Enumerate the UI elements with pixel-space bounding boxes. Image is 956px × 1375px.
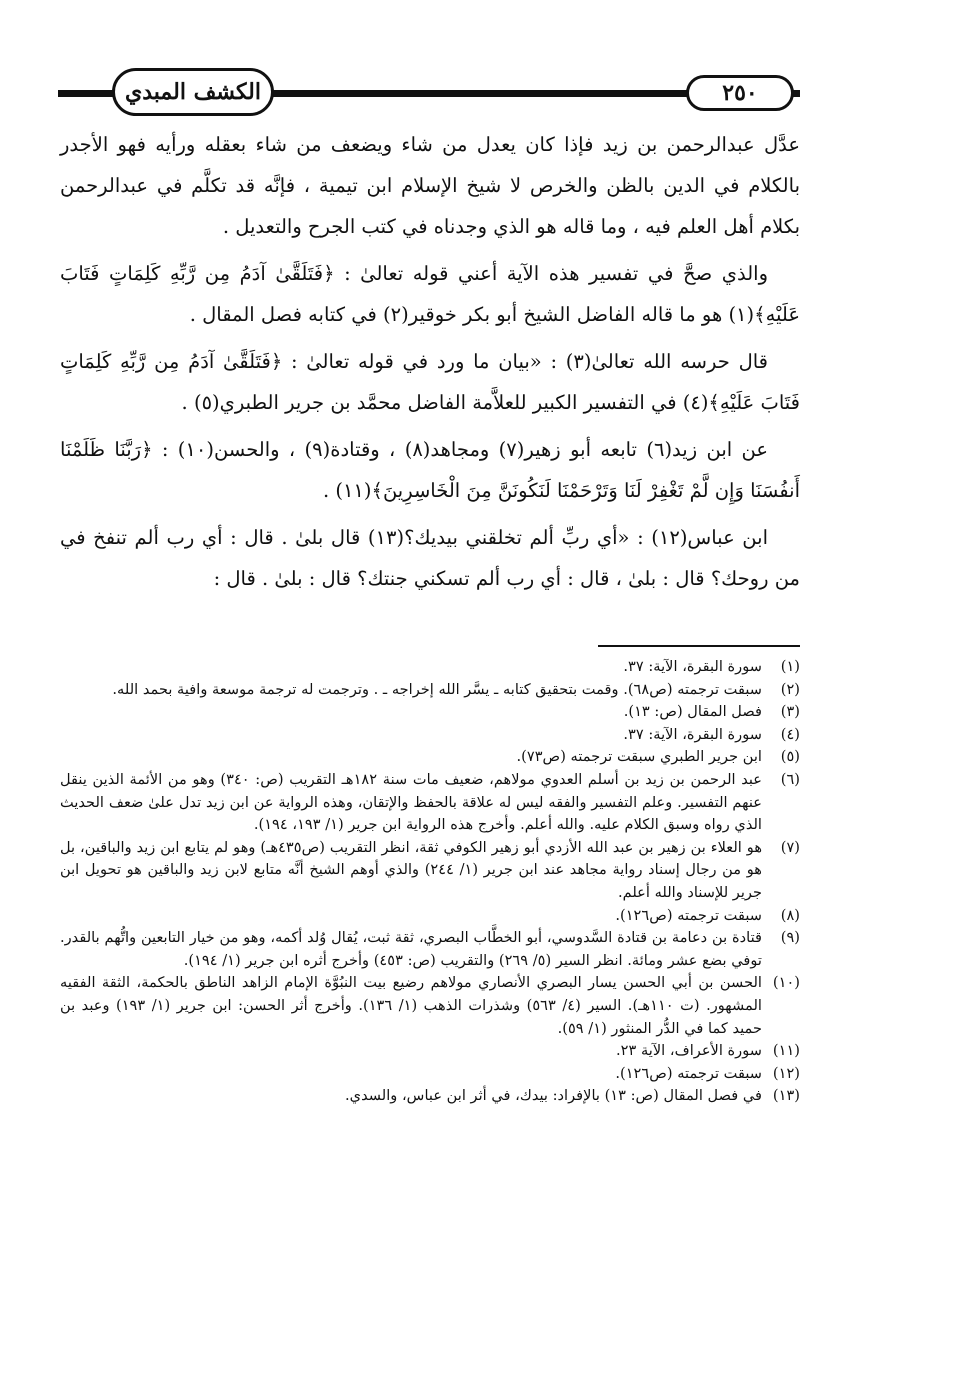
paragraph: عن ابن زيد(٦) تابعه أبو زهير(٧) ومجاهد(٨) ، وقتادة(٩) ، والحسن(١٠) : ﴿رَبَّنَا ظَلَمْنَا أَنفُسَنَا وَإِن لَّمْ تَغْفِرْ لَنَا وَتَرْحَمْنَا لَنَكُونَنَّ مِنَ الْخَاسِرِينَ﴾(١١) . [60,438,800,502]
footnote-text: سبقت ترجمته (ص١٢٦). [615,1064,762,1082]
footnote-text: فصل المقال (ص: ١٣). [623,703,762,721]
footnote-text: الحسن بن أبي الحسن يسار البصري الأنصاري مولاهم رضيع بيت النبُوَّة الإمام الزاهد الناطق بالحكمة، الثقة الفقيه المشهور. (ت ١١٠هـ). السير (٤/ ٥٦٣) وشذرات الذهب (١/ ١٣٦). وأخرج أثر الحسن: ابن جرير (١/ ١٩٣) وعبد بن حميد كما في الدُّر المنثور (١/ ٥٩). [60,974,762,1037]
page-header [58,66,800,118]
footnote-divider [598,645,800,647]
header-rule [58,90,114,97]
footnote [60,837,800,905]
paragraph: قال حرسه الله تعالىٰ(٣) : «بيان ما ورد في قوله تعالىٰ : ﴿فَتَلَقَّىٰ آدَمُ مِن رَّبِّهِ كَلِمَاتٍ فَتَابَ عَلَيْهِ﴾(٤) في التفسير الكبير للعلاَّمة الفاضل محمَّد بن جرير الطبري(٥) . [60,350,800,414]
footnote-number: (٣) [780,703,800,721]
footnote [60,724,800,747]
footnote-text: في فصل المقال (ص: ١٣) بالإفراد: بيدك، في أثر ابن عباس، والسدي. [345,1087,762,1105]
footnote-text: سبقت ترجمته (ص١٢٦). [615,906,762,924]
footnote-number: (١٢) [772,1064,800,1082]
footnote [60,769,800,837]
footnote-number: (١٠) [772,974,800,992]
footnote-number: (١) [780,658,800,675]
page-number: ٢٥٠ [686,75,794,111]
footnote-text: عبد الرحمن بن زيد بن أسلم العدوي مولاهم، ضعيف مات سنة ١٨٢هـ التقريب (ص: ٣٤٠) وهو من الأئمة الذين ينقل عنهم التفسير. وعلم التفسير والفقه ليس له علاقة بالحفظ والإتقان، وهذه الرواية عن ابن زيد تدل علىٰ ضعف الحديث الذي رواه وسبق الكلام عليه. والله أعلم. وأخرج هذه الرواية ابن جرير (١/ ١٩٣، ١٩٤). [60,770,763,834]
footnote-number: (١٣) [772,1087,800,1105]
footnote-text: ابن جرير الطبري سبقت ترجمته (ص٧٣). [516,748,762,766]
footnote-number: (٩) [780,929,800,947]
book-title: الكشف المبدي [112,68,274,116]
footnotes [60,656,800,1108]
footnote-text: سورة البقرة، الآية: ٣٧. [623,658,762,675]
footnote [60,1063,800,1086]
footnote [60,905,800,928]
paragraph: عدَّل عبدالرحمن بن زيد فإذا كان يعدل من شاء ويضعف من شاء بعقله ورأيه فهو الأجدر بالكلام في الدين بالظن والخرص لا شيخ الإسلام ابن تيمية ، فإنَّه قد تكلَّم في عبدالرحمن بكلام أهل العلم فيه ، وما قاله هو الذي وجدناه في كتب الجرح والتعديل . [60,133,800,238]
paragraph: والذي صحَّ في تفسير هذه الآية أعني قوله تعالىٰ : ﴿فَتَلَقَّىٰ آدَمُ مِن رَّبِّهِ كَلِمَاتٍ فَتَابَ عَلَيْهِ﴾(١) هو ما قاله الفاضل الشيخ أبو بكر خوقير(٢) في كتابه فصل المقال . [60,262,800,326]
footnote-number: (١١) [772,1042,800,1060]
footnote-number: (٨) [780,906,800,924]
main-text [60,124,800,605]
footnote-number: (٧) [780,838,800,856]
paragraph: ابن عباس(١٢) : «أي ربِّ ألم تخلقني بيديك؟(١٣) قال بلىٰ . قال : أي رب ألم تنفخ في من روحك؟ قال : بلىٰ ، قال : أي رب ألم تسكني جنتك؟ قال : بلىٰ . قال : [60,526,800,590]
footnote [60,656,800,679]
footnote-text: قتادة بن دعامة بن قتادة السَّدوسي، أبو الخطَّاب البصري، ثقة ثبت، يُقال وُلد أكمه، وهو من خيار التابعين واتُّهم بالقدر. توفي بضع عشر ومائة. انظر السير (٥/ ٢٦٩) والتقريب (ص: ٤٥٣) وأخرج أثره ابن جرير (١/ ١٩٤). [60,929,762,969]
footnote-text: سبقت ترجمته (ص٦٨). وقمت بتحقيق كتابه ـ يسَّر الله إخراجه ـ . وترجمت له ترجمة موسعة وافية بحمد الله. [112,680,762,698]
footnote-number: (٥) [780,748,800,766]
footnote-number: (٤) [780,725,800,743]
footnote [60,927,800,972]
footnote [60,1085,800,1108]
header-rule [270,90,708,97]
footnote-text: هو العلاء بن زهير بن عبد الله الأزدي أبو زهير الكوفي ثقة، انظر التقريب (ص٤٣٥هـ) وهو لم يتابع ابن زيد والباقين، بل هو من رجال إسناد رواية مجاهد عند ابن جرير (١/ ٢٤٤) والذي أوهم الشيخ أنَّه متابع لابن زيد والباقين هو تحويل ابن جرير للإسناد والله أعلم. [60,838,763,901]
footnote-number: (٢) [780,680,800,698]
footnote [60,746,800,769]
footnote [60,1040,800,1063]
footnote [60,679,800,702]
footnote-text: سورة البقرة، الآية: ٣٧. [623,725,762,743]
footnote-text: سورة الأعراف، الآية ٢٣. [616,1042,762,1060]
footnote [60,972,800,1040]
footnote [60,701,800,724]
footnote-number: (٦) [780,770,800,788]
